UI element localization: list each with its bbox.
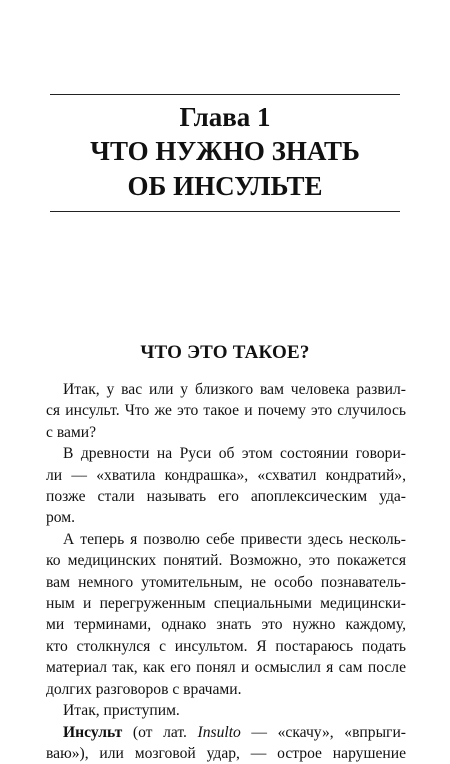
text-fragment: — «скачу», «впрыги-: [241, 724, 406, 741]
text-line: ваю»), или мозговой удар, — острое нарушение: [46, 743, 406, 764]
text-line: с вами?: [46, 422, 406, 443]
text-line: ли — «хватила кондрашка», «схватил кондратий»,: [46, 465, 406, 486]
text-line: В древности на Руси об этом состоянии говори-: [46, 443, 406, 464]
chapter-title-line-1: ЧТО НУЖНО ЗНАТЬ: [50, 134, 400, 169]
chapter-title-line-2: ОБ ИНСУЛЬТЕ: [50, 169, 400, 204]
text-line: ным и перегруженным специальными медицински-: [46, 593, 406, 614]
paragraph-3: [46, 529, 406, 700]
chapter-number: Глава 1: [50, 100, 400, 134]
chapter-heading: [50, 96, 400, 204]
text-line: вам немного утомительным, не особо познаватель-: [46, 572, 406, 593]
text-line: ми терминами, однако знать это нужно каждому,: [46, 614, 406, 635]
paragraph-2: [46, 443, 406, 529]
text-line: А теперь я позволю себе привести здесь несколь-: [46, 529, 406, 550]
text-line: кто столкнулся с инсультом. Я постараюсь подать: [46, 636, 406, 657]
text-line: [46, 722, 406, 743]
chapter-bottom-rule: [50, 211, 400, 212]
paragraph-4: [46, 700, 406, 721]
text-line: ся инсульт. Что же это такое и почему это случилось: [46, 400, 406, 421]
paragraph-1: [46, 379, 406, 443]
text-line: Итак, приступим.: [46, 700, 406, 721]
text-fragment: (от лат.: [122, 724, 197, 741]
paragraph-5: [46, 722, 406, 764]
text-line: ром.: [46, 507, 406, 528]
section-title: ЧТО ЭТО ТАКОЕ?: [50, 342, 400, 364]
text-line: позже стали называть его апоплексическим уда-: [46, 486, 406, 507]
text-line: материал так, как его понял и осмыслил я сам после: [46, 657, 406, 678]
chapter-top-rule: [50, 94, 400, 95]
text-line: Итак, у вас или у близкого вам человека развил-: [46, 379, 406, 400]
text-line: ко медицинских понятий. Возможно, это покажется: [46, 550, 406, 571]
body-text: [46, 379, 406, 764]
text-line: долгих разговоров с врачами.: [46, 679, 406, 700]
term-insult: Инсульт: [63, 724, 122, 741]
latin-term: Insulto: [198, 724, 241, 741]
